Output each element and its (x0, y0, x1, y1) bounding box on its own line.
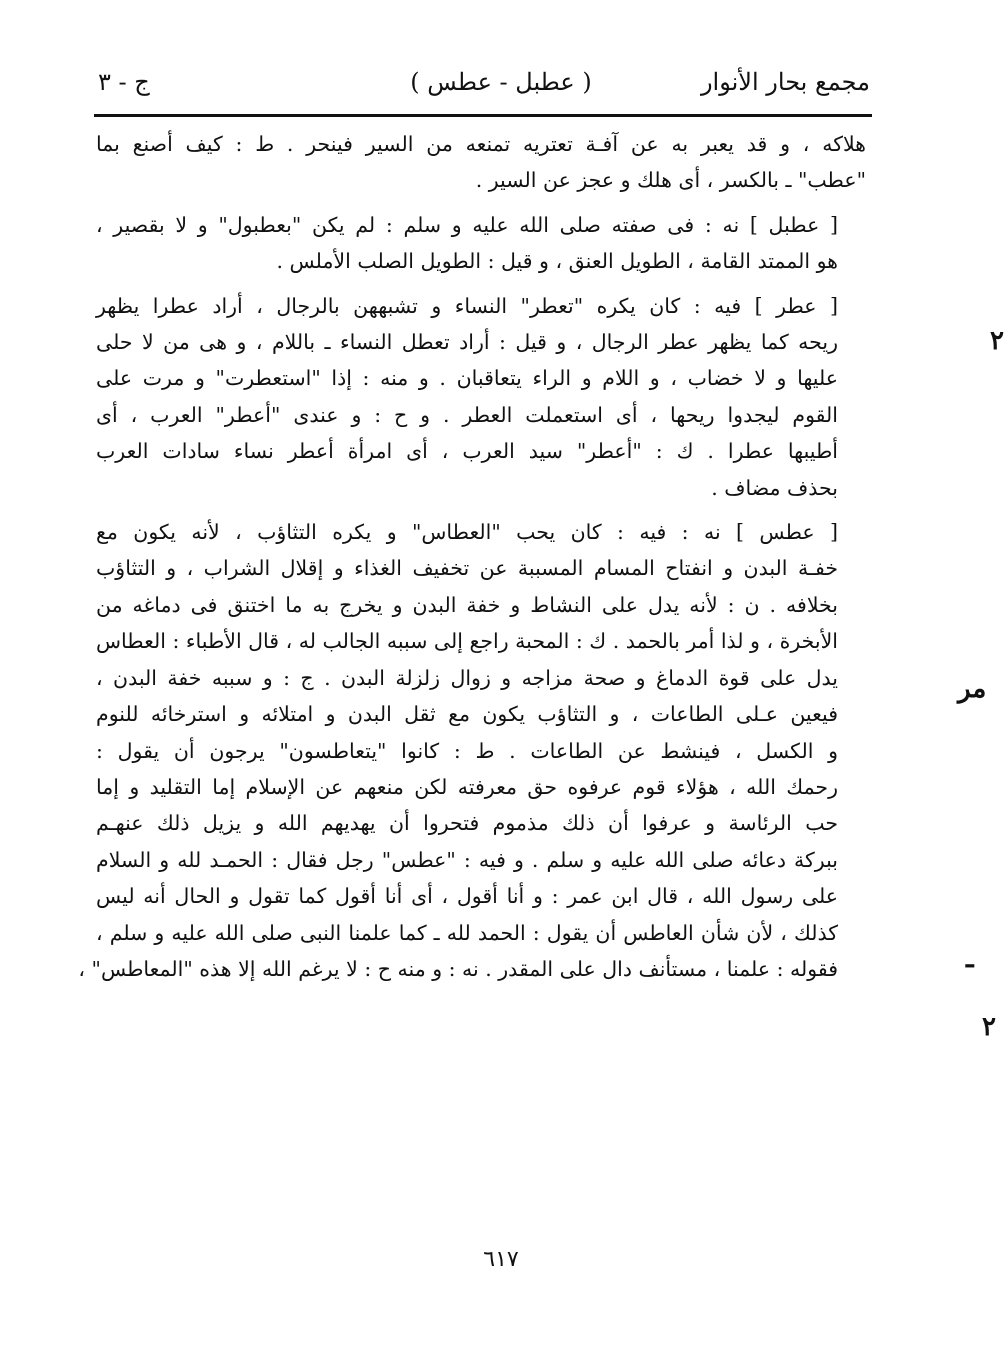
page-body (78, 126, 866, 987)
page-number: ٦١٧ (483, 1247, 519, 1272)
text-line: ببركة دعائه صلى الله عليه و سلم . و فيه : "عطس" رجل فقال : الحمـد لله و السلام (96, 847, 838, 872)
margin-mark: مر (958, 674, 987, 704)
text-line: عليها و لا خضاب ، و اللام و الراء يتعاقبان . و منه : إذا "استعطرت" و مرت على (96, 366, 838, 391)
text-line: الأبخرة ، و لذا أمر بالحمد . ك : المحبة راجع إلى سببه الجالب له ، قال الأطباء : العطاس (96, 629, 838, 654)
text-line: بخلافه . ن : لأنه يدل على النشاط و خفة البدن و يخرج به ما اختنق فى دماغه من (96, 592, 838, 617)
text-line: ريحه كما يظهر عطر الرجال ، و قيل : أراد تعطل النساء ـ باللام ، و هى من لا حلى (96, 330, 838, 355)
text-line: "عطب" ـ بالكسر ، أى هلك و عجز عن السير . (475, 168, 866, 193)
paragraph (96, 126, 866, 199)
text-line: حب الرئاسة و عرفوا أن ذلك مذموم فتحروا أن يهديهم الله و يزيل ذلك عنهـم (96, 811, 838, 836)
text-line: [ عطبل ] نه : فى صفته صلى الله عليه و سلم : لم يكن "بعطبول" و لا بقصير ، (96, 212, 838, 237)
text-line: هو الممتد القامة ، الطويل العنق ، و قيل : الطويل الصلب الأملس . (276, 249, 838, 274)
text-line: كذلك ، لأن شأن العاطس أن يقول : الحمد لله ـ كما علمنا النبى صلى الله عليه و سلم ، (96, 920, 838, 945)
text-line: بحذف مضاف . (711, 475, 838, 500)
text-line: فيعين عـلى الطاعات ، و التثاؤب يكون مع ثقل البدن و امتلائه و استرخائه للنوم (96, 702, 838, 727)
book-title: مجمع بحار الأنوار (700, 68, 870, 96)
entry-range: ( عطبل - عطس ) (410, 68, 592, 96)
text-line: و الكسل ، فينشط عن الطاعات . ط : كانوا "يتعاطسون" يرجون أن يقول : (96, 738, 838, 763)
header-rule (94, 114, 872, 117)
text-line: أطيبها عطرا . ك : "أعطر" سيد العرب ، أى امرأة أعطر نساء سادات العرب (96, 439, 838, 464)
text-line: القوم ليجدوا ريحها ، أى استعملت العطر . و ح : و عندى "أعطر" العرب ، أى (96, 402, 838, 427)
text-line: خفـة البدن و انفتاح المسام المسببة عن تخفيف الغذاء و إقلال الشراب ، و التثاؤب (96, 556, 838, 581)
paragraph (96, 207, 866, 280)
text-line: هلاكه ، و قد يعبر به عن آفـة تعتريه تمنعه من السير فينحر . ط : كيف أصنع بما (96, 132, 866, 156)
paragraph (78, 514, 866, 987)
text-line: رحمك الله ، هؤلاء قوم عرفوه حق معرفته لكن منعهم عن الإسلام إما التقليد و إما (96, 774, 838, 799)
margin-mark: ٢ (982, 1012, 996, 1042)
margin-mark: ـ (966, 944, 974, 974)
margin-mark: ٢ (990, 326, 1004, 356)
volume-number: ج - ٣ (98, 68, 150, 96)
paragraph (96, 288, 866, 506)
text-line: يدل على قوة الدماغ و صحة مزاجه و زوال زلزلة البدن . ج : و سببه خفة البدن ، (96, 665, 838, 690)
text-line: على رسول الله ، قال ابن عمر : و أنا أقول ، أى أنا أقول كما تقول و الحال أنه ليس (96, 884, 838, 909)
text-line: [ عطر ] فيه : كان يكره "تعطر" النساء و تشبههن بالرجال ، أراد عطرا يظهر (96, 293, 838, 318)
text-line: فقوله : علمنا ، مستأنف دال على المقدر . نه : و منه ح : لا يرغم الله إلا هذه "المعاطس" ، (78, 956, 838, 981)
text-line: [ عطس ] نه : فيه : كان يحب "العطاس" و يكره التثاؤب ، لأنه يكون مع (96, 520, 838, 545)
